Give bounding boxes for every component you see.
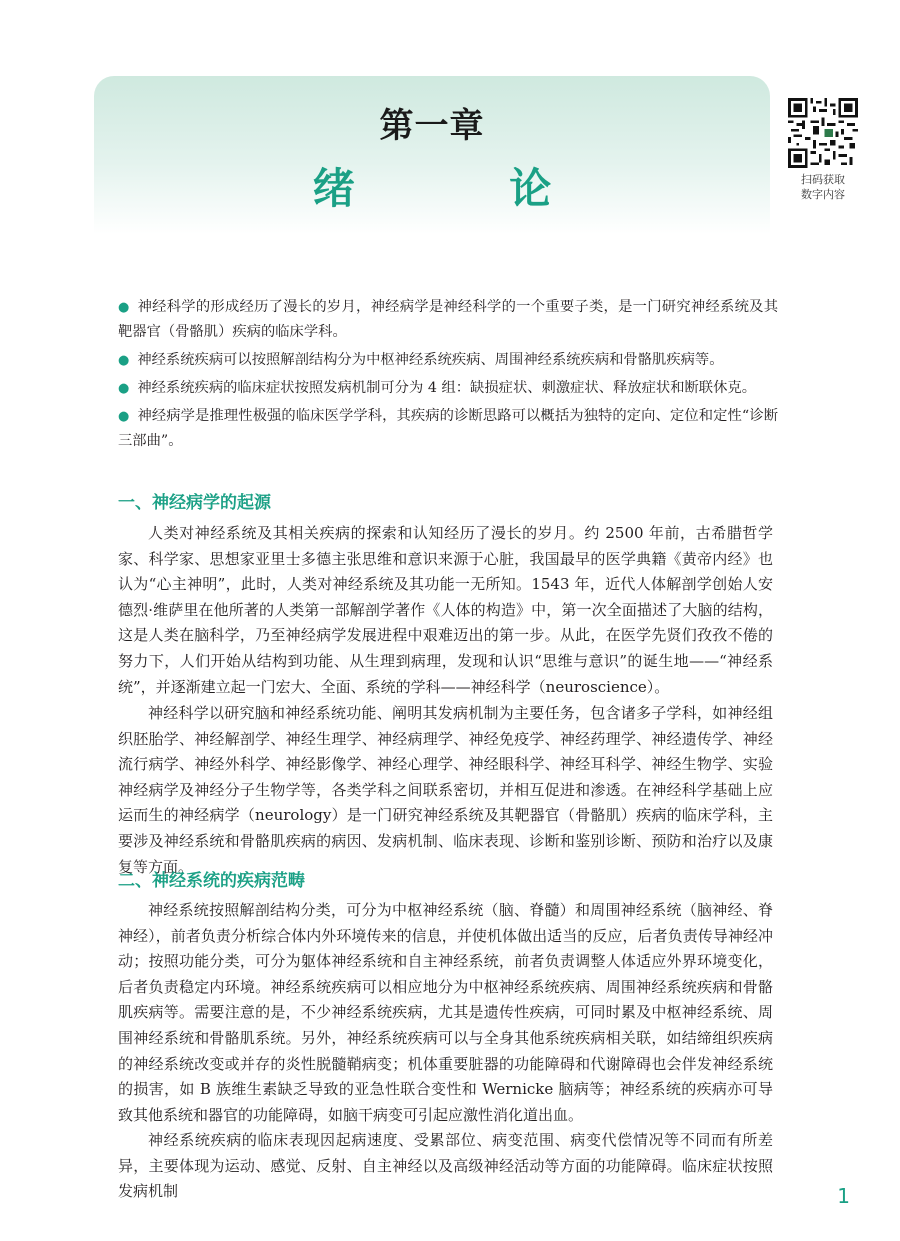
qr-code-block[interactable] [788, 98, 858, 202]
chapter-title: 绪 论 [312, 164, 622, 213]
body-paragraph: 人类对神经系统及其相关疾病的探索和认知经历了漫长的岁月。约 2500 年前，古希腊哲学家、科学家、思想家亚里士多德主张思维和意识来源于心脏，我国最早的医学典籍《黄帝内经》也认为“心主神明”，此时，人类对神经系统及其功能一无所知。1543 年，近代人体解剖学创始人安德烈·维萨里在他所著的人类第一部解剖学著作《人体的构造》中，第一次全面描述了大脑的结构，这是人类在脑科学，乃至神经病学发展进程中艰难迈出的第一步。从此，在医学先贤们孜孜不倦的努力下，人们开始从结构到功能、从生理到病理，发现和认识“思维与意识”的诞生地——“神经系统”，并逐渐建立起一门宏大、全面、系统的学科——神经科学（neuroscience）。 [118, 524, 773, 696]
qr-code-icon[interactable] [788, 98, 858, 168]
summary-bullet [118, 295, 778, 345]
bullet-dot-icon: ● [118, 353, 130, 368]
body-paragraph: 神经系统按照解剖结构分类，可分为中枢神经系统（脑、脊髓）和周围神经系统（脑神经、脊神经），前者负责分析综合体内外环境传来的信息，并使机体做出适当的反应，后者负责传导神经冲动；按照功能分类，可分为躯体神经系统和自主神经系统，前者负责调整人体适应外界环境变化，后者负责稳定内环境。神经系统疾病可以相应地分为中枢神经系统疾病、周围神经系统疾病和骨骼肌疾病等。需要注意的是，不少神经系统疾病，尤其是遗传性疾病，可同时累及中枢神经系统、周围神经系统和骨骼肌系统。另外，神经系统疾病可以与全身其他系统疾病相关联，如结缔组织疾病的神经系统改变或并存的炎性脱髓鞘病变；机体重要脏器的功能障碍和代谢障碍也会伴发神经系统的损害，如 B 族维生素缺乏导致的亚急性联合变性和 Wernicke 脑病等；神经系统的疾病亦可导致其他系统和器官的功能障碍，如脑干病变可引起应激性消化道出血。 [118, 901, 773, 1124]
summary-bullet [118, 348, 778, 373]
page-number: 1 [837, 1184, 850, 1208]
chapter-number: 第一章 [379, 106, 485, 146]
section-heading-1: 一、神经病学的起源 [118, 493, 271, 513]
body-paragraph: 神经科学以研究脑和神经系统功能、阐明其发病机制为主要任务，包含诸多子学科，如神经组织胚胎学、神经解剖学、神经生理学、神经病理学、神经免疫学、神经药理学、神经遗传学、神经流行病学、神经外科学、神经影像学、神经心理学、神经眼科学、神经耳科学、神经生物学、实验神经病学及神经分子生物学等，各类学科之间联系密切，并相互促进和渗透。在神经科学基础上应运而生的神经病学（neurology）是一门研究神经系统及其靶器官（骨骼肌）疾病的临床学科，主要涉及神经系统和骨骼肌疾病的病因、发病机制、临床表现、诊断和鉴别诊断、预防和治疗以及康复等方面。 [118, 704, 773, 876]
qr-caption-line2: 数字内容 [801, 188, 845, 201]
summary-bullet-text: 神经病学是推理性极强的临床医学学科，其疾病的诊断思路可以概括为独特的定向、定位和定性“诊断三部曲”。 [118, 408, 779, 449]
chapter-summary [118, 295, 778, 457]
summary-bullet-text: 神经系统疾病可以按照解剖结构分为中枢神经系统疾病、周围神经系统疾病和骨骼肌疾病等。 [137, 352, 724, 368]
bullet-dot-icon: ● [118, 381, 130, 396]
summary-bullet [118, 404, 778, 454]
qr-caption [788, 172, 858, 202]
summary-bullet-text: 神经科学的形成经历了漫长的岁月，神经病学是神经科学的一个重要子类，是一门研究神经系统及其靶器官（骨骼肌）疾病的临床学科。 [118, 299, 778, 340]
body-paragraph: 神经系统疾病的临床表现因起病速度、受累部位、病变范围、病变代偿情况等不同而有所差异，主要体现为运动、感觉、反射、自主神经以及高级神经活动等方面的功能障碍。临床症状按照发病机制 [118, 1131, 773, 1201]
summary-bullet [118, 376, 778, 401]
bullet-dot-icon: ● [118, 409, 130, 424]
qr-caption-line1: 扫码获取 [801, 173, 845, 186]
summary-bullet-text: 神经系统疾病的临床症状按照发病机制可分为 4 组：缺损症状、刺激症状、释放症状和断联休克。 [137, 380, 756, 396]
section-heading-2: 二、神经系统的疾病范畴 [118, 871, 305, 891]
chapter-header-band [94, 76, 770, 234]
bullet-dot-icon: ● [118, 300, 130, 315]
